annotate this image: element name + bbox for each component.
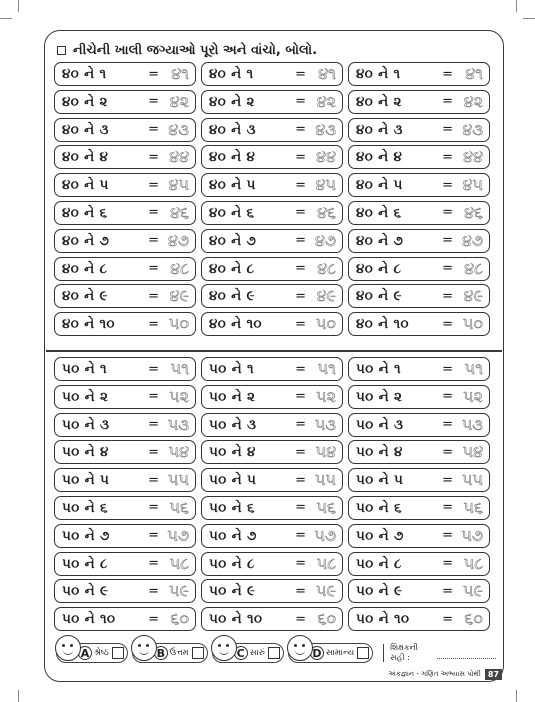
exercise-row [54, 62, 490, 86]
exercise-cell [54, 229, 196, 253]
exercise-row [54, 579, 490, 603]
signature-line[interactable] [437, 648, 496, 659]
addition-expression: ૪૦ ને ૭ [209, 232, 257, 249]
addition-expression: ૫૦ ને ૨ [209, 388, 256, 405]
equals-sign: = [148, 122, 159, 138]
grade-checkbox[interactable] [192, 647, 204, 659]
trace-answer[interactable]: ૫૧ [464, 359, 483, 378]
exercise-cell [348, 145, 490, 169]
exercise-cell [201, 312, 343, 336]
instruction [57, 40, 497, 60]
trace-answer[interactable]: ૪૭ [461, 230, 483, 250]
equals-sign: = [442, 122, 453, 138]
grade-letter: B [154, 646, 168, 660]
exercise-cell [54, 357, 196, 381]
trace-answer[interactable]: ૪૩ [462, 119, 483, 139]
trace-answer[interactable]: ૪૯ [169, 286, 189, 306]
crop-mark [516, 0, 517, 12]
exercise-cell [348, 284, 490, 308]
addition-expression: ૫૦ ને ૬ [356, 499, 402, 516]
trace-answer[interactable]: ૬૦ [170, 609, 189, 629]
equals-sign: = [442, 583, 453, 599]
equals-sign: = [295, 528, 306, 544]
section-divider [46, 350, 502, 352]
exercise-cell [348, 552, 490, 576]
exercise-cell [348, 579, 490, 603]
addition-expression: ૫૦ ને ૫ [62, 472, 110, 489]
square-bullet-icon [57, 46, 66, 55]
exercise-row [54, 90, 490, 114]
grade-label: શ્રેષ્ઠ [94, 648, 109, 658]
trace-answer[interactable]: ૫૩ [461, 414, 483, 434]
equals-sign: = [295, 205, 306, 221]
equals-sign: = [442, 500, 453, 516]
trace-answer[interactable]: ૫૭ [167, 525, 189, 545]
grade-letter: C [234, 646, 248, 660]
exercise-row [54, 440, 490, 464]
equals-sign: = [295, 472, 306, 488]
addition-expression: ૫૦ ને ૮ [356, 555, 402, 572]
trace-answer[interactable]: ૪૧ [318, 64, 336, 83]
addition-expression: ૫૦ ને ૧ [209, 361, 254, 377]
addition-expression: ૪૦ ને ૯ [62, 288, 108, 305]
exercise-cell [348, 524, 490, 548]
equals-sign: = [295, 288, 306, 304]
exercise-cell [348, 229, 490, 253]
addition-expression: ૫૦ ને ૧૦ [356, 611, 410, 628]
trace-answer[interactable]: ૫૩ [314, 414, 336, 434]
trace-answer[interactable]: ૪૮ [464, 258, 483, 278]
equals-sign: = [295, 389, 306, 405]
addition-expression: ૫૦ ને ૩ [356, 416, 404, 433]
addition-expression: ૫૦ ને ૯ [62, 583, 109, 600]
trace-answer[interactable]: ૫૯ [169, 581, 189, 601]
smiley-face-icon [55, 635, 81, 661]
addition-expression: ૪૦ ને ૫ [62, 177, 109, 194]
grade-checkbox[interactable] [268, 647, 280, 659]
exercise-row [54, 468, 490, 492]
trace-answer[interactable]: ૪૬ [317, 202, 336, 222]
exercise-cell [54, 468, 196, 492]
addition-expression: ૫૦ ને ૩ [62, 416, 110, 433]
addition-expression: ૫૦ ને ૧ [356, 361, 401, 377]
exercise-row [54, 312, 490, 336]
trace-answer[interactable]: ૫૨ [169, 386, 189, 406]
page-number: 87 [485, 669, 502, 680]
equals-sign: = [148, 316, 159, 332]
grade-a [56, 643, 128, 663]
equals-sign: = [442, 611, 453, 627]
equals-sign: = [295, 149, 306, 165]
addition-expression: ૫૦ ને ૯ [209, 583, 256, 600]
trace-answer[interactable]: ૫૭ [461, 525, 483, 545]
exercise-cell [54, 145, 196, 169]
trace-answer[interactable]: ૫૨ [316, 386, 336, 406]
equals-sign: = [148, 556, 159, 572]
equals-sign: = [442, 556, 453, 572]
trace-answer[interactable]: ૪૪ [463, 147, 483, 167]
section-50 [54, 357, 490, 635]
addition-expression: ૪૦ ને ૯ [209, 288, 255, 305]
addition-expression: ૪૦ ને ૪ [62, 149, 109, 166]
trace-answer[interactable]: ૫૦ [168, 314, 189, 334]
trace-answer[interactable]: ૫૫ [167, 470, 189, 490]
addition-expression: ૪૦ ને ૭ [62, 232, 110, 249]
grade-footer [56, 642, 496, 664]
equals-sign: = [148, 149, 159, 165]
trace-answer[interactable]: ૫૬ [463, 497, 483, 517]
trace-answer[interactable]: ૫૮ [463, 553, 483, 573]
addition-expression: ૫૦ ને ૩ [209, 416, 257, 433]
exercise-cell [54, 607, 196, 631]
exercise-row [54, 607, 490, 631]
trace-answer[interactable]: ૪૭ [167, 230, 189, 250]
exercise-cell [201, 607, 343, 631]
exercise-row [54, 385, 490, 409]
addition-expression: ૪૦ ને ૧૦ [356, 316, 409, 333]
equals-sign: = [148, 66, 159, 82]
equals-sign: = [148, 611, 159, 627]
equals-sign: = [442, 472, 453, 488]
exercise-cell [201, 173, 343, 197]
trace-answer[interactable]: ૪૯ [463, 286, 483, 306]
trace-answer[interactable]: ૫૬ [169, 497, 189, 517]
addition-expression: ૫૦ ને ૫ [356, 472, 404, 489]
exercise-cell [201, 284, 343, 308]
equals-sign: = [295, 444, 306, 460]
exercise-cell [54, 440, 196, 464]
addition-expression: ૪૦ ને ૭ [356, 232, 404, 249]
grade-c [212, 643, 284, 663]
exercise-cell [201, 440, 343, 464]
equals-sign: = [148, 417, 159, 433]
addition-expression: ૫૦ ને ૫ [209, 472, 257, 489]
trace-answer[interactable]: ૪૪ [316, 147, 336, 167]
exercise-cell [348, 440, 490, 464]
equals-sign: = [148, 389, 159, 405]
trace-answer[interactable]: ૫૧ [170, 359, 189, 378]
equals-sign: = [442, 316, 453, 332]
grade-b [132, 643, 208, 663]
addition-expression: ૪૦ ને ૮ [209, 260, 255, 277]
exercise-cell [201, 552, 343, 576]
trace-answer[interactable]: ૪૨ [169, 91, 189, 111]
exercise-row [54, 496, 490, 520]
trace-answer[interactable]: ૫૮ [169, 553, 189, 573]
trace-answer[interactable]: ૪૩ [168, 119, 189, 139]
equals-sign: = [295, 94, 306, 110]
exercise-cell [54, 385, 196, 409]
equals-sign: = [442, 66, 453, 82]
exercise-cell [348, 201, 490, 225]
trace-answer[interactable]: ૪૬ [170, 202, 189, 222]
exercise-cell [348, 413, 490, 437]
addition-expression: ૫૦ ને ૬ [209, 499, 255, 516]
addition-expression: ૪૦ ને ૩ [62, 121, 109, 138]
trace-answer[interactable]: ૪૧ [465, 64, 483, 83]
exercise-cell [201, 201, 343, 225]
exercise-cell [201, 257, 343, 281]
exercise-row [54, 357, 490, 381]
teacher-signature-label: શિક્ષકની સહી : [390, 643, 418, 662]
equals-sign: = [295, 316, 306, 332]
trace-answer[interactable]: ૪૯ [316, 286, 336, 306]
equals-sign: = [295, 361, 306, 377]
exercise-cell [348, 468, 490, 492]
exercise-cell [201, 524, 343, 548]
trace-answer[interactable]: ૪૬ [464, 202, 483, 222]
addition-expression: ૪૦ ને ૧ [356, 66, 401, 82]
exercise-cell [348, 173, 490, 197]
exercise-row [54, 257, 490, 281]
addition-expression: ૫૦ ને ૨ [356, 388, 403, 405]
trace-answer[interactable]: ૫૦ [315, 314, 336, 334]
book-title: અંકજ્ઞાન - ગણિત અભ્યાસ પોથી [388, 670, 481, 678]
trace-answer[interactable]: ૪૫ [315, 175, 336, 195]
equals-sign: = [148, 288, 159, 304]
grade-label: ઉત્તમ [169, 648, 189, 658]
equals-sign: = [295, 417, 306, 433]
crop-mark [516, 690, 517, 702]
trace-answer[interactable]: ૫૯ [316, 581, 336, 601]
exercise-cell [54, 579, 196, 603]
exercise-cell [54, 173, 196, 197]
addition-expression: ૫૦ ને ૪ [62, 444, 109, 461]
trace-answer[interactable]: ૫૩ [167, 414, 189, 434]
equals-sign: = [442, 205, 453, 221]
exercise-cell [54, 257, 196, 281]
trace-answer[interactable]: ૫૫ [314, 470, 336, 490]
exercise-cell [201, 62, 343, 86]
trace-answer[interactable]: ૪૨ [316, 91, 336, 111]
addition-expression: ૪૦ ને ૧૦ [209, 316, 262, 333]
trace-answer[interactable]: ૪૪ [169, 147, 189, 167]
exercise-cell [54, 312, 196, 336]
exercise-cell [348, 257, 490, 281]
exercise-cell [54, 201, 196, 225]
instruction-text: નીચેની ખાલી જગ્યાઓ પૂરો અને વાંચો, બોલો. [73, 42, 318, 58]
addition-expression: ૪૦ ને ૧૦ [62, 316, 115, 333]
exercise-row [54, 118, 490, 142]
trace-answer[interactable]: ૪૩ [315, 119, 336, 139]
equals-sign: = [295, 583, 306, 599]
exercise-cell [54, 496, 196, 520]
exercise-cell [348, 385, 490, 409]
equals-sign: = [442, 94, 453, 110]
equals-sign: = [442, 417, 453, 433]
equals-sign: = [442, 389, 453, 405]
equals-sign: = [148, 500, 159, 516]
exercise-row [54, 173, 490, 197]
addition-expression: ૫૦ ને ૭ [62, 527, 110, 544]
exercise-row [54, 413, 490, 437]
addition-expression: ૫૦ ને ૯ [356, 583, 403, 600]
crop-mark [18, 690, 19, 702]
section-40 [54, 62, 490, 340]
addition-expression: ૫૦ ને ૪ [209, 444, 256, 461]
exercise-cell [201, 229, 343, 253]
addition-expression: ૫૦ ને ૪ [356, 444, 403, 461]
addition-expression: ૪૦ ને ૮ [356, 260, 402, 277]
equals-sign: = [295, 66, 306, 82]
exercise-cell [201, 90, 343, 114]
exercise-row [54, 201, 490, 225]
trace-answer[interactable]: ૫૪ [168, 442, 189, 462]
equals-sign: = [295, 611, 306, 627]
exercise-cell [201, 468, 343, 492]
trace-answer[interactable]: ૫૬ [316, 497, 336, 517]
addition-expression: ૪૦ ને ૪ [209, 149, 256, 166]
equals-sign: = [148, 583, 159, 599]
grade-letter: D [310, 646, 324, 660]
equals-sign: = [295, 261, 306, 277]
addition-expression: ૫૦ ને ૨ [62, 388, 109, 405]
exercise-cell [54, 413, 196, 437]
exercise-cell [54, 118, 196, 142]
addition-expression: ૪૦ ને ૨ [209, 93, 255, 110]
trace-answer[interactable]: ૫૦ [462, 314, 483, 334]
smiley-face-icon [131, 635, 157, 661]
exercise-cell [201, 385, 343, 409]
addition-expression: ૫૦ ને ૭ [356, 527, 404, 544]
equals-sign: = [295, 122, 306, 138]
addition-expression: ૫૦ ને ૧ [62, 361, 107, 377]
addition-expression: ૪૦ ને ૯ [356, 288, 402, 305]
equals-sign: = [148, 361, 159, 377]
exercise-cell [348, 62, 490, 86]
trace-answer[interactable]: ૫૭ [314, 525, 336, 545]
trace-answer[interactable]: ૪૮ [170, 258, 189, 278]
exercise-cell [201, 413, 343, 437]
equals-sign: = [148, 444, 159, 460]
grade-letter: A [78, 646, 92, 660]
exercise-cell [348, 90, 490, 114]
trace-answer[interactable]: ૪૫ [462, 175, 483, 195]
trace-answer[interactable]: ૫૪ [462, 442, 483, 462]
equals-sign: = [148, 177, 159, 193]
addition-expression: ૫૦ ને ૭ [209, 527, 257, 544]
equals-sign: = [442, 261, 453, 277]
exercise-cell [54, 552, 196, 576]
addition-expression: ૪૦ ને ૧ [209, 66, 254, 82]
exercise-row [54, 145, 490, 169]
crop-mark [523, 18, 535, 19]
trace-answer[interactable]: ૬૦ [317, 609, 336, 629]
addition-expression: ૪૦ ને ૩ [356, 121, 403, 138]
equals-sign: = [442, 177, 453, 193]
equals-sign: = [148, 205, 159, 221]
grade-d [288, 643, 373, 663]
trace-answer[interactable]: ૪૭ [314, 230, 336, 250]
equals-sign: = [442, 444, 453, 460]
exercise-cell [348, 312, 490, 336]
trace-answer[interactable]: ૫૧ [317, 359, 336, 378]
equals-sign: = [442, 361, 453, 377]
exercise-cell [348, 607, 490, 631]
trace-answer[interactable]: ૪૫ [168, 175, 189, 195]
exercise-cell [348, 118, 490, 142]
equals-sign: = [442, 288, 453, 304]
crop-mark [18, 0, 19, 12]
exercise-cell [54, 90, 196, 114]
addition-expression: ૪૦ ને ૧ [62, 66, 107, 82]
grade-label: સારું [249, 648, 265, 658]
trace-answer[interactable]: ૪૧ [171, 64, 189, 83]
addition-expression: ૪૦ ને ૪ [356, 149, 403, 166]
trace-answer[interactable]: ૫૨ [463, 386, 483, 406]
trace-answer[interactable]: ૬૦ [464, 609, 483, 629]
grade-checkbox[interactable] [357, 647, 369, 659]
equals-sign: = [148, 528, 159, 544]
trace-answer[interactable]: ૫૪ [315, 442, 336, 462]
teacher-signature [383, 644, 496, 662]
exercise-cell [54, 524, 196, 548]
addition-expression: ૪૦ ને ૬ [62, 204, 108, 221]
addition-expression: ૪૦ ને ૨ [356, 93, 402, 110]
addition-expression: ૪૦ ને ૬ [356, 204, 402, 221]
exercise-row [54, 524, 490, 548]
trace-answer[interactable]: ૫૫ [461, 470, 483, 490]
exercise-cell [54, 284, 196, 308]
equals-sign: = [295, 233, 306, 249]
grade-label: સામાન્ય [325, 648, 355, 658]
addition-expression: ૪૦ ને ૩ [209, 121, 256, 138]
exercise-cell [201, 145, 343, 169]
equals-sign: = [295, 177, 306, 193]
addition-expression: ૫૦ ને ૮ [209, 555, 255, 572]
addition-expression: ૫૦ ને ૮ [62, 555, 108, 572]
smiley-face-icon [287, 635, 313, 661]
trace-answer[interactable]: ૪૮ [317, 258, 336, 278]
exercise-row [54, 284, 490, 308]
addition-expression: ૪૦ ને ૨ [62, 93, 108, 110]
trace-answer[interactable]: ૫૮ [316, 553, 336, 573]
equals-sign: = [295, 500, 306, 516]
addition-expression: ૪૦ ને ૮ [62, 260, 108, 277]
addition-expression: ૪૦ ને ૫ [209, 177, 256, 194]
equals-sign: = [295, 556, 306, 572]
exercise-cell [348, 496, 490, 520]
addition-expression: ૪૦ ને ૬ [209, 204, 255, 221]
equals-sign: = [148, 472, 159, 488]
exercise-cell [54, 62, 196, 86]
page-footer [348, 668, 502, 681]
smiley-face-icon [211, 635, 237, 661]
equals-sign: = [442, 149, 453, 165]
addition-expression: ૫૦ ને ૧૦ [209, 611, 263, 628]
exercise-cell [201, 496, 343, 520]
equals-sign: = [148, 94, 159, 110]
exercise-cell [201, 579, 343, 603]
exercise-cell [348, 357, 490, 381]
crop-mark [0, 18, 12, 19]
exercise-cell [201, 357, 343, 381]
equals-sign: = [442, 233, 453, 249]
equals-sign: = [148, 233, 159, 249]
exercise-row [54, 552, 490, 576]
grade-checkbox[interactable] [112, 647, 124, 659]
addition-expression: ૪૦ ને ૫ [356, 177, 403, 194]
trace-answer[interactable]: ૪૨ [463, 91, 483, 111]
exercise-cell [201, 118, 343, 142]
addition-expression: ૫૦ ને ૧૦ [62, 611, 116, 628]
equals-sign: = [442, 528, 453, 544]
equals-sign: = [148, 261, 159, 277]
trace-answer[interactable]: ૫૯ [463, 581, 483, 601]
exercise-row [54, 229, 490, 253]
addition-expression: ૫૦ ને ૬ [62, 499, 108, 516]
